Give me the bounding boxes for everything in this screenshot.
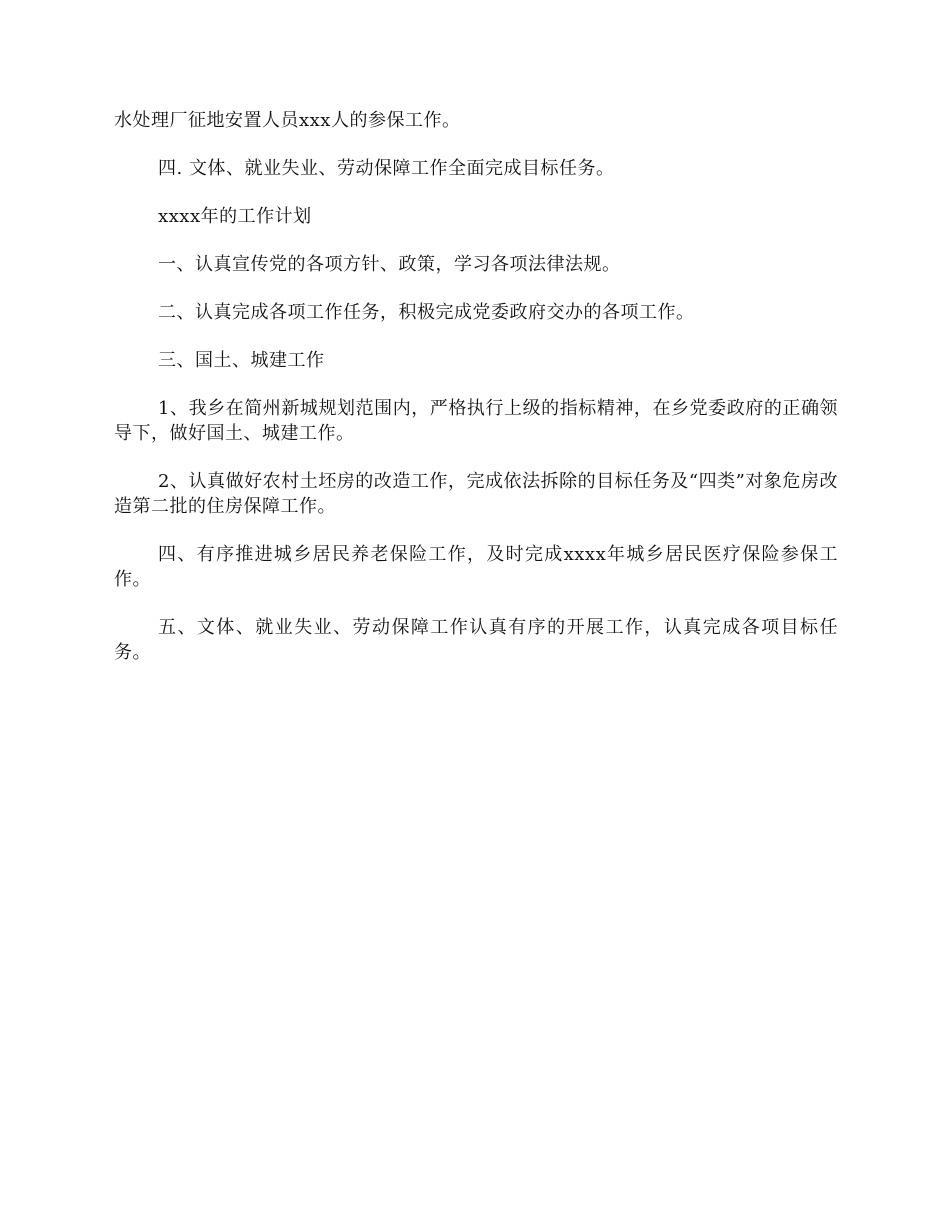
paragraph-plan-item-one: 一、认真宣传党的各项方针、政策，学习各项法律法规。	[158, 254, 621, 275]
section-heading-work-plan: xxxx年的工作计划	[158, 206, 312, 227]
paragraph-plan-item-three: 三、国土、城建工作	[158, 350, 325, 371]
paragraph-item-four-summary: 四. 文体、就业失业、劳动保障工作全面完成目标任务。	[158, 158, 615, 179]
paragraph-plan-item-five: 五、文体、就业失业、劳动保障工作认真有序的开展工作，认真完成各项目标任务。	[114, 617, 838, 663]
document-body	[114, 108, 838, 688]
paragraph-subitem-two: 2、认真做好农村土坯房的改造工作，完成依法拆除的目标任务及“四类”对象危房改造第二批的住房保障工作。	[114, 471, 838, 517]
paragraph-plan-item-two: 二、认真完成各项工作任务，积极完成党委政府交办的各项工作。	[158, 302, 695, 323]
paragraph-continuation: 水处理厂征地安置人员xxx人的参保工作。	[114, 110, 461, 131]
paragraph-plan-item-four: 四、有序推进城乡居民养老保险工作，及时完成xxxx年城乡居民医疗保险参保工作。	[114, 544, 838, 590]
paragraph-subitem-one: 1、我乡在简州新城规划范围内，严格执行上级的指标精神，在乡党委政府的正确领导下，做好国土、城建工作。	[114, 398, 838, 444]
